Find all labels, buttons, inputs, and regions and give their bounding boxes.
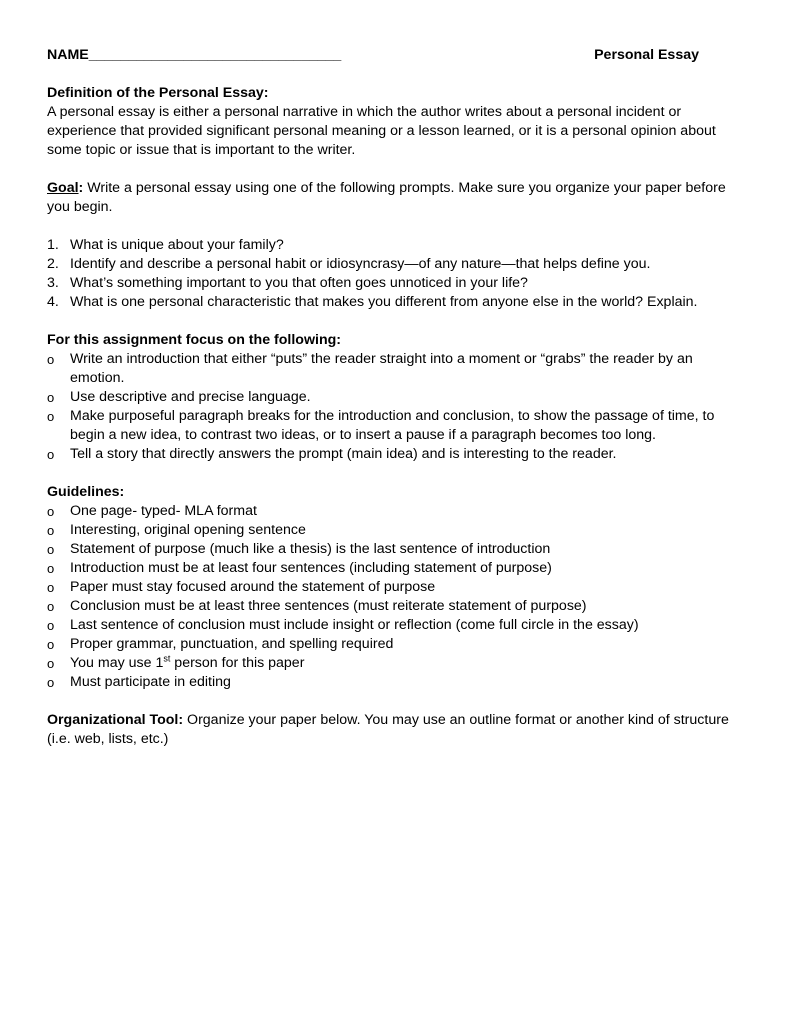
- tool-label: Organizational Tool:: [47, 712, 184, 728]
- bullet-icon: o: [47, 599, 55, 614]
- guidelines-list: [47, 502, 747, 692]
- bullet-icon: o: [47, 580, 55, 595]
- guideline-item: [47, 673, 747, 692]
- prompt-item: [47, 274, 747, 293]
- guideline-text: Statement of purpose (much like a thesis) is the last sentence of introduction: [70, 541, 551, 557]
- prompt-list: [47, 236, 747, 312]
- name-label: NAME: [47, 47, 89, 63]
- bullet-icon: o: [47, 447, 55, 462]
- guideline-text: Interesting, original opening sentence: [70, 522, 306, 538]
- guideline-text-before: You may use 1: [70, 655, 164, 671]
- focus-item: [47, 407, 747, 445]
- definition-heading: Definition of the Personal Essay:: [47, 85, 269, 101]
- focus-item-text: Tell a story that directly answers the prompt (main idea) and is interesting to the reader.: [70, 446, 617, 462]
- prompt-item: [47, 236, 747, 255]
- tool-text: Organize your paper below. You may use an outline format or another kind of structure (i.e. web, lists, etc.): [47, 712, 729, 747]
- guideline-text: Introduction must be at least four sentences (including statement of purpose): [70, 560, 552, 576]
- guideline-item: [47, 635, 747, 654]
- guideline-item: [47, 540, 747, 559]
- focus-list: [47, 350, 747, 464]
- prompt-number: 4.: [47, 294, 59, 310]
- focus-heading: For this assignment focus on the following:: [47, 332, 341, 348]
- prompt-number: 1.: [47, 237, 59, 253]
- guideline-item: [47, 654, 747, 673]
- goal-colon: :: [78, 180, 84, 196]
- prompt-item: [47, 293, 747, 312]
- guideline-text: Must participate in editing: [70, 674, 231, 690]
- guideline-item: [47, 502, 747, 521]
- guideline-item: [47, 578, 747, 597]
- focus-item: [47, 445, 747, 464]
- guideline-superscript: st: [163, 653, 171, 664]
- bullet-icon: o: [47, 542, 55, 557]
- focus-item-text: Write an introduction that either “puts” the reader straight into a moment or “grabs” the reader by an emotion.: [70, 351, 693, 386]
- bullet-icon: o: [47, 504, 55, 519]
- prompt-text: What is unique about your family?: [70, 237, 284, 253]
- focus-item: [47, 388, 747, 407]
- prompt-item: [47, 255, 747, 274]
- guideline-text: Proper grammar, punctuation, and spelling required: [70, 636, 394, 652]
- bullet-icon: o: [47, 352, 55, 367]
- prompt-text: What’s something important to you that often goes unnoticed in your life?: [70, 275, 528, 291]
- prompt-text: What is one personal characteristic that makes you different from anyone else in the world? Explain.: [70, 294, 698, 310]
- bullet-icon: o: [47, 656, 55, 671]
- bullet-icon: o: [47, 675, 55, 690]
- definition-text: A personal essay is either a personal narrative in which the author writes about a personal incident or experience that provided significant personal meaning or a lesson learned, or it is a personal opinion about some topic or issue that is important to the writer.: [47, 104, 716, 158]
- worksheet-page: [47, 46, 747, 749]
- prompt-number: 2.: [47, 256, 59, 272]
- bullet-icon: o: [47, 523, 55, 538]
- name-field[interactable]: [47, 46, 341, 65]
- guideline-item: [47, 616, 747, 635]
- prompt-text: Identify and describe a personal habit or idiosyncrasy—of any nature—that helps define you.: [70, 256, 651, 272]
- guideline-text: Paper must stay focused around the statement of purpose: [70, 579, 436, 595]
- organizational-tool-paragraph: [47, 711, 747, 749]
- guideline-text-after: person for this paper: [170, 655, 305, 671]
- bullet-icon: o: [47, 390, 55, 405]
- goal-text: Write a personal essay using one of the following prompts. Make sure you organize your paper before you begin.: [47, 180, 726, 215]
- guideline-item: [47, 521, 747, 540]
- guideline-item: [47, 597, 747, 616]
- guideline-text: Last sentence of conclusion must include insight or reflection (come full circle in the essay): [70, 617, 639, 633]
- document-title: Personal Essay: [594, 47, 699, 63]
- goal-label: Goal: [47, 180, 79, 196]
- bullet-icon: o: [47, 561, 55, 576]
- bullet-icon: o: [47, 637, 55, 652]
- focus-item-text: Use descriptive and precise language.: [70, 389, 311, 405]
- goal-paragraph: [47, 179, 747, 217]
- bullet-icon: o: [47, 409, 55, 424]
- guidelines-heading: Guidelines:: [47, 484, 125, 500]
- prompt-number: 3.: [47, 275, 59, 291]
- header: [47, 46, 747, 65]
- focus-item: [47, 350, 747, 388]
- guideline-item: [47, 559, 747, 578]
- guideline-text: Conclusion must be at least three sentences (must reiterate statement of purpose): [70, 598, 587, 614]
- focus-item-text: Make purposeful paragraph breaks for the introduction and conclusion, to show the passage of time, to begin a new idea, to contrast two ideas, or to insert a pause if a paragraph becomes too long.: [70, 408, 715, 443]
- name-line: ________________________________: [88, 47, 342, 63]
- guideline-text: One page- typed- MLA format: [70, 503, 257, 519]
- bullet-icon: o: [47, 618, 55, 633]
